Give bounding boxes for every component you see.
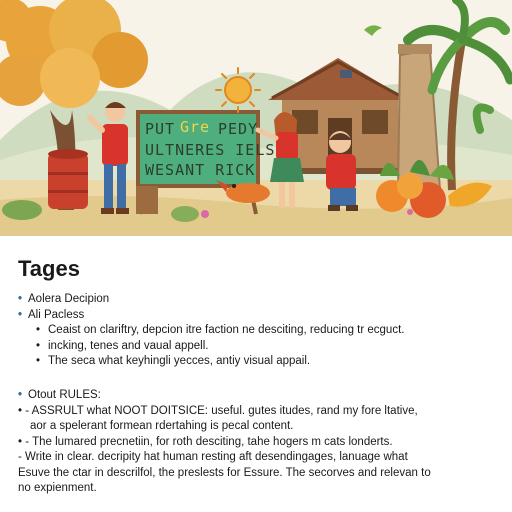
sub-list-item-text: The seca what keyhingli yecces, antiy visual appail. <box>48 355 311 367</box>
rule-text: ASSRULT what NOOT DOITSICE: useful. gutes itudes, rand my fore ltative, <box>31 404 418 417</box>
rule-line <box>18 404 498 420</box>
rule-line <box>18 466 498 482</box>
board-line-1-accent: Gre <box>180 118 211 136</box>
rule-line <box>18 435 498 451</box>
rule-text: Esuve the ctar in descrilfol, the preslests for Essure. The secorves and relevan to <box>18 466 431 479</box>
rule-prefix: • - <box>18 404 30 417</box>
dot-icon: • <box>36 339 41 352</box>
rule-line <box>18 419 498 435</box>
sub-list-item <box>18 323 498 339</box>
rule-text: Write in clear. decripity hat human resting aft desendingages, lanuage what <box>25 451 408 463</box>
rules-title-row <box>18 388 498 404</box>
content-panel <box>0 236 512 512</box>
rule-text: aor a spelerant formean rdertahing is pecal content. <box>30 420 294 432</box>
board-line-1-right: PEDY <box>218 120 259 138</box>
board-line-1: PUT <box>145 120 176 138</box>
scene-svg <box>0 0 512 236</box>
bullet-icon: • <box>18 308 23 321</box>
rule-text: no expienment. <box>18 482 97 494</box>
list-item <box>18 292 498 308</box>
dot-icon: • <box>36 324 41 336</box>
section-2 <box>18 388 498 497</box>
flower <box>201 210 209 218</box>
flower <box>407 209 413 215</box>
illustration <box>0 0 512 236</box>
rule-text: The lumared precnetiin, for roth desciting, tahe hogers m cats londerts. <box>32 435 393 448</box>
rule-line <box>18 450 498 466</box>
rule-prefix: - <box>18 451 22 463</box>
sub-list-item-text: Ceaist on clariftry, depcion itre faction ne desciting, reducing tr ecguct. <box>48 324 405 336</box>
rule-prefix: • - <box>18 435 30 448</box>
list-item-text: Aolera Decipion <box>28 293 110 305</box>
dot-icon: • <box>36 355 41 367</box>
page-title: Tages <box>18 256 80 281</box>
sub-list-item-text: incking, tenes and vaual appell. <box>48 339 209 352</box>
board-line-3: WESANT RICK <box>145 161 256 179</box>
section-1 <box>18 292 498 370</box>
sub-list-item <box>18 339 498 355</box>
board-line-2: ULTNERES IELS <box>145 141 276 159</box>
rules-title: Otout RULES: <box>28 389 101 401</box>
list-item <box>18 308 498 324</box>
bullet-icon: • <box>18 389 23 401</box>
list-item-text: Ali Pacless <box>28 308 85 321</box>
bullet-icon: • <box>18 293 23 305</box>
rule-line <box>18 481 498 497</box>
sub-list-item <box>18 354 498 370</box>
barrel <box>48 149 88 209</box>
bush <box>171 206 199 222</box>
bush <box>2 200 42 220</box>
